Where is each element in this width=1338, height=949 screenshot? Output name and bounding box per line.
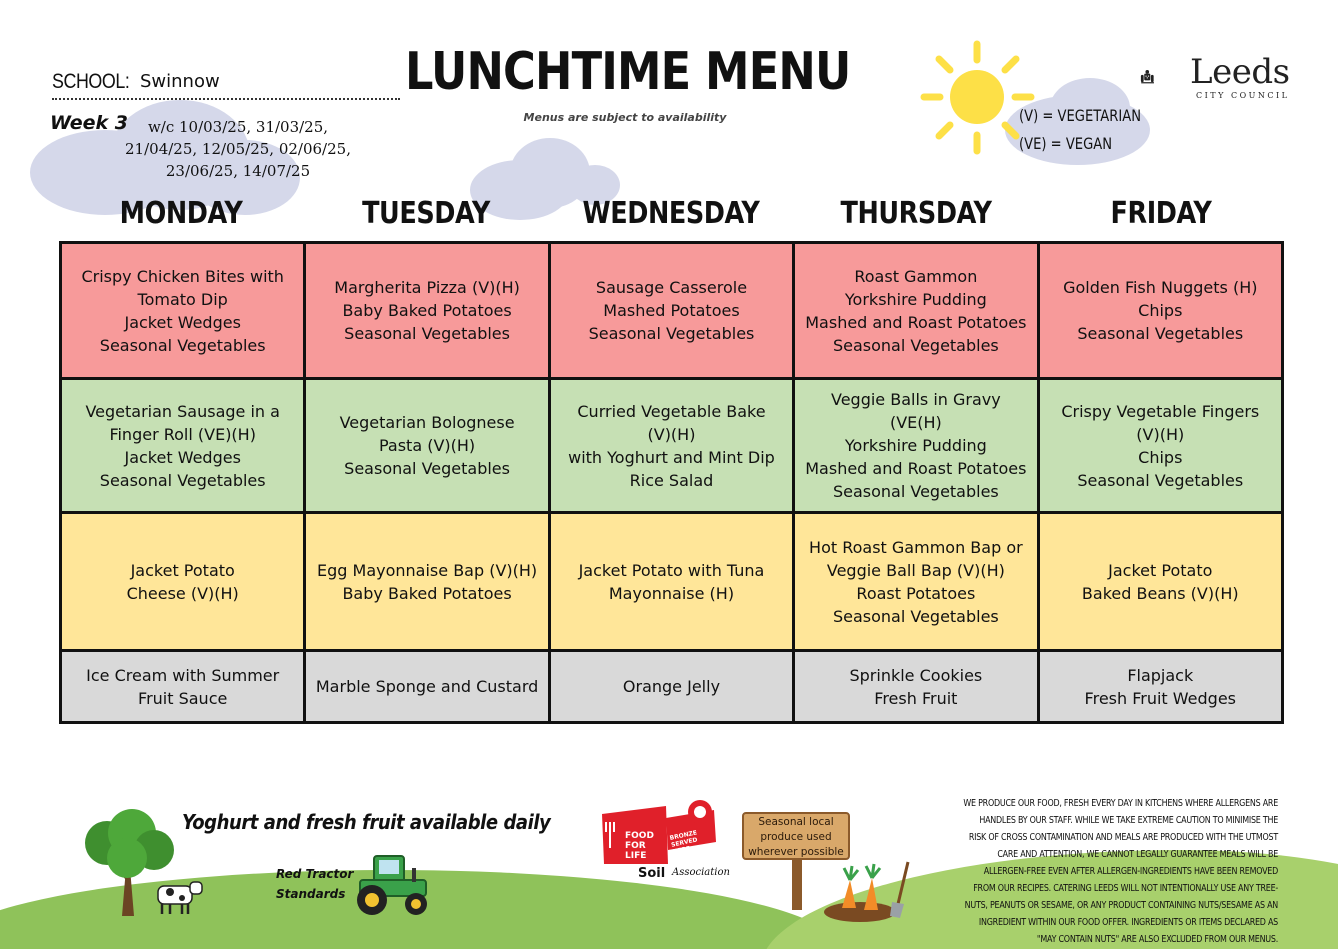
menu-cell: Crispy Vegetable Fingers (V)(H) Chips Seasonal Vegetables [1038, 379, 1282, 513]
menu-cell: Hot Roast Gammon Bap or Veggie Ball Bap (V)(H) Roast Potatoes Seasonal Vegetables [794, 513, 1038, 651]
menu-row-vegetarian [61, 379, 1283, 513]
school-name-underline [52, 98, 400, 100]
week-label: Week 3 [50, 112, 128, 134]
menu-cell: Curried Vegetable Bake (V)(H) with Yoghurt and Mint Dip Rice Salad [549, 379, 793, 513]
week-dates: w/c 10/03/25, 31/03/25, 21/04/25, 12/05/25, 02/06/25, 23/06/25, 14/07/25 [125, 118, 351, 180]
menu-cell: Marble Sponge and Custard [305, 651, 549, 723]
page-title: LUNCHTIME MENU [405, 42, 851, 102]
page-subtitle: Menus are subject to availability [523, 111, 727, 124]
diet-key [1019, 102, 1141, 158]
key-vegan: (VE) = VEGAN [1019, 134, 1113, 153]
allergen-statement: WE PRODUCE OUR FOOD, FRESH EVERY DAY IN KITCHENS WHERE ALLERGENS ARE HANDLES BY OUR STAFF. WHILE WE TAKE EXTREME CAUTION TO MINIMISE THE RISK OF CROSS CONTAMINATION AND MEALS ARE PRODUCED WITH THE UTMOST CARE AND ATTENTION, WE CANNOT LEGALLY GUARANTEE MEALS WILL BE ALLERGEN-FREE EVEN AFTER ALLERGEN-INGREDIENTS HAVE BEEN REMOVED FROM OUR RECIPES. CATERING LEEDS WILL NOT INTENTIONALLY USE ANY TREE-NUTS, PEANUTS OR SESAME, OR ANY PRODUCT CONTAINING NUTS/SESAME AS AN INGREDIENT WITHIN OUR FOOD OFFER. INGREDIENTS OR ITEMS DECLARED AS "MAY CONTAIN NUTS" ARE ALSO EXCLUDED FROM OUR MENUS. [963, 798, 1278, 945]
menu-table [59, 241, 1284, 724]
seasonal-sign-post [792, 858, 802, 910]
menu-row-main [61, 243, 1283, 379]
leeds-crest-icon [1140, 52, 1190, 102]
menu-cell: Vegetarian Sausage in a Finger Roll (VE)(H) Jacket Wedges Seasonal Vegetables [61, 379, 305, 513]
key-vegetarian: (V) = VEGETARIAN [1019, 106, 1142, 125]
menu-cell: Veggie Balls in Gravy (VE(H) Yorkshire Pudding Mashed and Roast Potatoes Seasonal Vegetables [794, 379, 1038, 513]
school-label: SCHOOL: [52, 70, 130, 93]
menu-cell: Golden Fish Nuggets (H) Chips Seasonal Vegetables [1038, 243, 1282, 379]
menu-cell: Egg Mayonnaise Bap (V)(H) Baby Baked Potatoes [305, 513, 549, 651]
school-name: Swinnow [140, 71, 220, 92]
cow-icon [148, 876, 204, 916]
menu-cell: Ice Cream with Summer Fruit Sauce [61, 651, 305, 723]
menu-cell: Vegetarian Bolognese Pasta (V)(H) Seasonal Vegetables [305, 379, 549, 513]
red-tractor-label: Red Tractor Standards [276, 867, 354, 901]
day-monday: MONDAY [119, 196, 243, 231]
soil-association-logo: Soil [638, 866, 666, 881]
carrots-icon [820, 860, 920, 922]
day-tuesday: TUESDAY [362, 196, 490, 231]
soil-association-sub: Association [672, 867, 730, 878]
menu-row-alternative [61, 513, 1283, 651]
tractor-icon [352, 848, 432, 918]
menu-cell: Flapjack Fresh Fruit Wedges [1038, 651, 1282, 723]
bronze-served-here-text: BRONZE SERVED HERE [669, 829, 699, 856]
food-for-life-text: FOOD FOR LIFE [625, 831, 654, 861]
menu-row-dessert [61, 651, 1283, 723]
menu-cell: Crispy Chicken Bites with Tomato Dip Jacket Wedges Seasonal Vegetables [61, 243, 305, 379]
menu-cell: Margherita Pizza (V)(H) Baby Baked Potatoes Seasonal Vegetables [305, 243, 549, 379]
sun-icon [920, 40, 1035, 155]
leeds-logo-name: Leeds [1190, 52, 1290, 92]
day-friday: FRIDAY [1110, 196, 1212, 231]
menu-cell: Orange Jelly [549, 651, 793, 723]
seasonal-sign-text: Seasonal local produce used wherever possible [748, 816, 844, 858]
menu-cell: Jacket Potato with Tuna Mayonnaise (H) [549, 513, 793, 651]
menu-cell: Jacket Potato Cheese (V)(H) [61, 513, 305, 651]
menu-cell: Jacket Potato Baked Beans (V)(H) [1038, 513, 1282, 651]
menu-cell: Sprinkle Cookies Fresh Fruit [794, 651, 1038, 723]
menu-cell: Sausage Casserole Mashed Potatoes Seasonal Vegetables [549, 243, 793, 379]
leeds-logo-subtitle: CITY COUNCIL [1196, 91, 1290, 100]
menu-cell: Roast Gammon Yorkshire Pudding Mashed and Roast Potatoes Seasonal Vegetables [794, 243, 1038, 379]
day-thursday: THURSDAY [840, 196, 992, 231]
yoghurt-fruit-note: Yoghurt and fresh fruit available daily [182, 810, 551, 834]
day-wednesday: WEDNESDAY [582, 196, 760, 231]
